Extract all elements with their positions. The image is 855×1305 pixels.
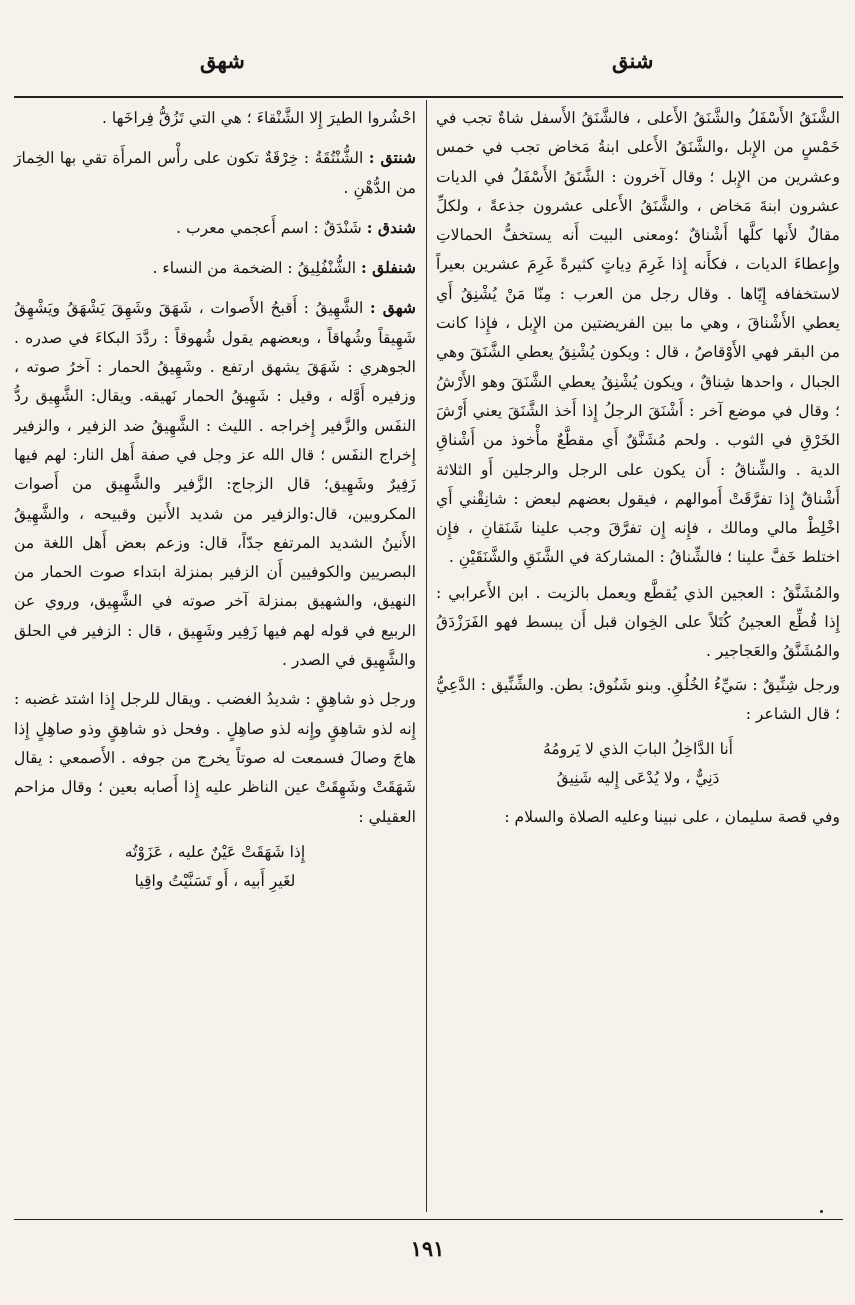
- right-column: [436, 104, 840, 833]
- entry-body: الشُّنْتُقَةُ : خِرْقَةٌ تكون على رأْس المرأَة تقي بها الخِمارَ من الدُّهْنِ .: [14, 149, 416, 197]
- header-left-keyword: شهق: [200, 48, 245, 73]
- entry-headword: شهق :: [369, 298, 416, 318]
- entry-headword: شندق :: [366, 217, 416, 237]
- dictionary-entry: [14, 143, 416, 203]
- header-right-keyword: شنق: [612, 48, 654, 73]
- entry-body: الشَّهِيقُ : أَقبحُ الأَصوات ، شَهَقَ وشَهِقَ يَشْهَقُ ويَشْهِقُ شَهِيقاً وشُهاقاً ، وبعضهم يقول شُهوقاً : ردَّدَ البكاءَ في صدره . الجوهري : شَهَقَ يشهق ارتفع . وشَهِيقُ الحمار : آخرُ صوته ، وزفيره أَوَّله ، وقيل : شَهِيقُ الحمار نَهيقه. ويقال: الشَّهِيق ردُّ النفَس والزَّفير إِخراجه . الليث : الشَّهِيقُ ضد الزفير ، والزفير إِخراج النفَس ؛ قال الله عز وجل في صفة أَهل النار: لهم فيها زَفِيرٌ وشَهِيق؛ قال الزجاج: الزَّفير والشَّهِيق من أَصوات المكروبين، قال:والزفير من شديد الأَنين وقبيحه ، والشَّهِيقُ الأَنينُ الشديد المرتفع جدّاً، قال: وزعم بعض أَهل اللغة من البصريين والكوفيين أَن الزفير بمنزلة ابتداء صوت الحمار من النهيق، والشهيق بمنزلة آخر صوته في الشَّهِيق، وروي عن الربيع في قوله لهم فيها زَفِير وشَهِيق ، قال : الزفير في الحلق والشَّهِيق في الصدر .: [14, 299, 416, 670]
- verse-line: دَنِيٌّ ، ولا يُدْعَى إِليه شَنِيقُ: [556, 769, 720, 788]
- footer-dot: [820, 1210, 823, 1213]
- dictionary-entry: [14, 253, 416, 283]
- page-number: ١٩١: [410, 1236, 445, 1261]
- verse-line: أَنا الدَّاخِلُ البابَ الذي لا يَرومُهُ: [542, 740, 734, 759]
- paragraph: احْشُروا الطيرَ إِلا الشَّنْقاءَ ؛ هي التي تَزُقُّ فِراخَها .: [102, 109, 416, 127]
- dictionary-entry: [14, 213, 416, 243]
- entry-headword: شنفلق :: [360, 258, 416, 278]
- top-rule: [14, 96, 843, 98]
- paragraph: ورجل شِنِّيقٌ : سَيِّءُ الخُلُقِ. وبنو شَنُوق: بطن. والشِّنِّيق : الدَّعِيُّ ؛ قال الشاعر :: [436, 675, 840, 723]
- dictionary-entry: [14, 293, 416, 675]
- poem-verse: [436, 735, 840, 793]
- paragraph: الشَّنَقُ الأَسْفَلُ والشَّنَقُ الأَعلى ، فالشَّنَقُ الأَسفل شاةٌ تجب في خَمْسٍ من الإِبل ،والشَّنَقُ الأَعلى ابنةُ مَخاض تجب في خمس وعشرين من الإِبل ؛ وقال آخرون : الشَّنَقُ الأَسْفَلُ في الديات عشرون ابنةَ مَخاض ، والشَّنَقُ الأَعلى عشرون جذعةً ، ولكلِّ مقالٌ لأَنها كلَّها أَشْناقٌ ؛ومعنى البيت أَنه يستخفُّ الحمالاتِ وإِعطاءَ الديات ، فكأَنه إِذا غَرِمَ دِياتٍ كثيرةً غَرِمَ عشرين بعيراً لاستخفافه إِيّاها . وقال رجل من العرب : مِنّا مَنْ يُشْنِقُ أَي يعطي الأَشْناقَ ، وهي ما بين الفريضتين من الإِبل ، فإِذا كانت من البقر فهي الأَوْقاصُ ، قال : ويكون يُشْنِقُ يعطي الشَّنَقَ وهي الجبال ، واحدها شِناقٌ ، ويكون يُشْنِقُ يعطي الشَّنَقَ وهو الأَرْشُ ؛ وقال في موضع آخر : أَشْنَقَ الرجلُ إِذا أَخذ الشَّنَقَ يعني أَرْشَ الخَرْقِ في الثوب . ولحم مُشَنَّقٌ أَي مقطَّعٌ مأْخوذ من أَشْناقِ الدية . والشِّناقُ : أَن يكون على الرجل والرجلين أَو الثلاثة أَشْناقٌ إِذا تفرَّقَتْ أَموالهم ، فيقول بعضهم لبعض : شانِقْني أَي اخْلِطْ مالي ومالك ، فإِنه إِن تفرَّقَ وجب علينا شَنَقانِ ، فإِن اختلط خَفَّ علينا ؛ فالشِّناقُ : المشاركة في الشَّنَقِ والشَّنَقَيْنِ .: [436, 109, 840, 567]
- entry-headword: شنتق :: [368, 148, 416, 168]
- poem-verse: [14, 838, 416, 896]
- paragraph: وفي قصة سليمان ، على نبينا وعليه الصلاة والسلام :: [504, 808, 840, 827]
- entry-body: شَنْدَقٌ : اسم أَعجمي معرب .: [176, 218, 367, 237]
- bottom-rule: [14, 1219, 843, 1220]
- paragraph: والمُشَنَّقُ : العجين الذي يُقطَّع ويعمل بالزيت . ابن الأَعرابي : إِذا قُطِّع العجينُ كُتَلاً على الخِوان قبل أَن يبسط فهو الفَرَزْدَقُ والمُشَنَّقُ والعَجاجير .: [436, 583, 840, 661]
- column-divider: [426, 100, 427, 1212]
- verse-line: لغَيرِ أَبيه ، أَو تَسَنَّيْتُ واقِيا: [134, 871, 296, 890]
- verse-line: إِذا شَهَقَتْ عَيْنٌ عليه ، عَزَوْتُه: [124, 842, 306, 861]
- left-column: [14, 104, 416, 900]
- entry-body: الشُّنْفُلِيقُ : الضخمة من النساء .: [152, 259, 361, 278]
- paragraph: ورجل ذو شاهِقٍ : شديدُ الغضب . ويقال للرجل إِذا اشتد غضبه : إِنه لذو شاهِقٍ وإِنه لذو صاهِلٍ . وفحل ذو شاهِقٍ وذو صاهِلٍ إِذا هاجَ وصالَ فسمعت له صوتاً يخرج من جوفه . الأَصمعي : يقال شَهَقَتْ وشَهِقَتْ عين الناظر عليه إِذا أَصابه بعين ؛ وقال مزاحم العقيلي :: [14, 690, 416, 826]
